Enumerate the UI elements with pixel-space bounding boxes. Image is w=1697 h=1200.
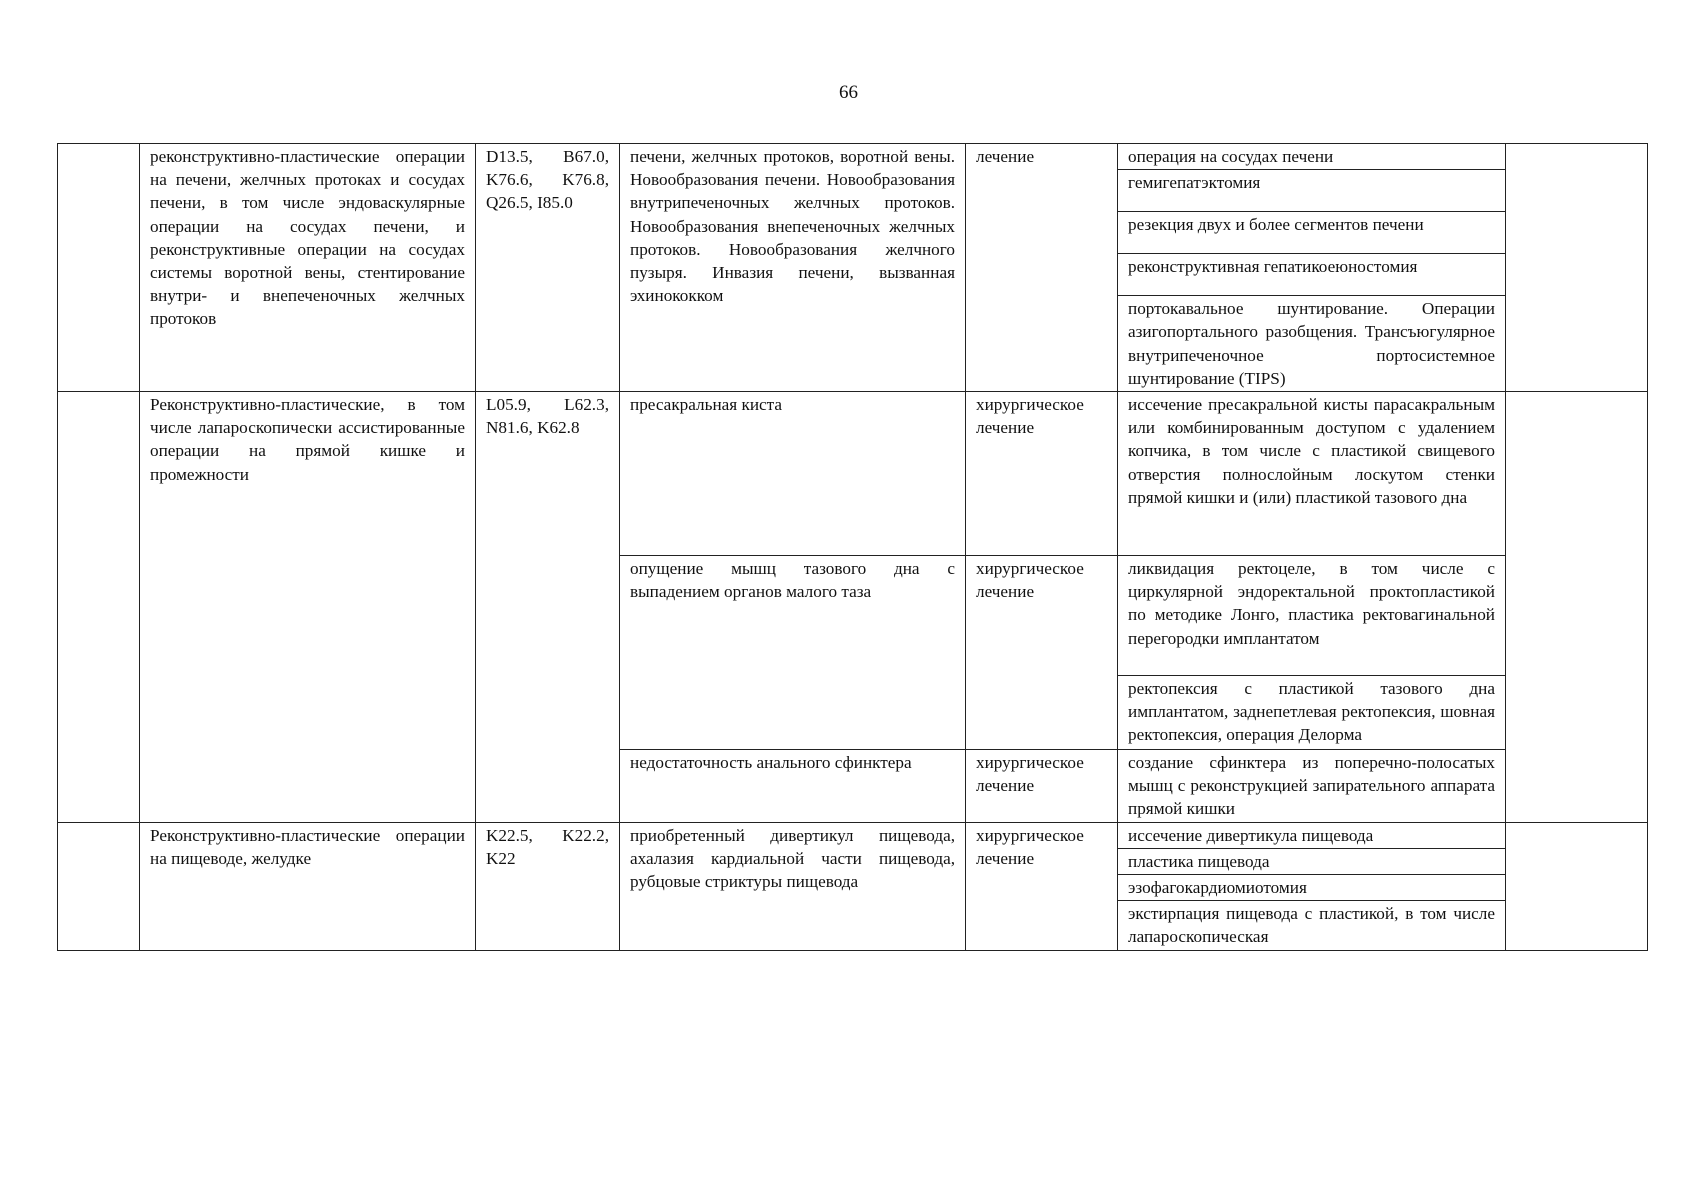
treatment-method-cell: портокавальное шунтирование. Операции азигопортального разобщения. Трансъюгулярное внутрипеченочное портосистемное шунтирование (TIPS) <box>1118 296 1506 392</box>
patient-model-cell: пресакральная киста <box>620 392 966 556</box>
patient-model-cell: приобретенный дивертикул пищевода, ахалазия кардиальной части пищевода, рубцовые стриктуры пищевода <box>620 822 966 950</box>
intervention-name-cell: Реконструктивно-пластические, в том числе лапароскопически ассистированные операции на прямой кишке и промежности <box>140 392 476 823</box>
treatment-type-cell: хирургическое лечение <box>966 822 1118 950</box>
intervention-name-cell: Реконструктивно-пластические операции на пищеводе, желудке <box>140 822 476 950</box>
treatment-method-cell: пластика пищевода <box>1118 848 1506 874</box>
intervention-name-cell: реконструктивно-пластические операции на печени, желчных протоках и сосудах печени, в том числе эндоваскулярные операции на сосудах печени, и реконструктивные операции на сосудах системы воротной вены, стентирование внутри- и внепеченочных желчных протоков <box>140 144 476 392</box>
row-number-cell <box>58 392 140 823</box>
cost-cell <box>1506 392 1648 823</box>
treatment-type-cell: хирургическое лечение <box>966 556 1118 750</box>
treatment-method-cell: реконструктивная гепатикоеюностомия <box>1118 254 1506 296</box>
treatment-method-cell: иссечение пресакральной кисты парасакральным или комбинированным доступом с удалением копчика, в том числе с пластикой свищевого отверстия полнослойным лоскутом стенки прямой кишки и (или) пластикой тазового дна <box>1118 392 1506 556</box>
treatment-type-cell: хирургическое лечение <box>966 392 1118 556</box>
row-number-cell <box>58 144 140 392</box>
cost-cell <box>1506 144 1648 392</box>
medical-care-table <box>57 143 1648 951</box>
patient-model-cell: опущение мышц тазового дна с выпадением органов малого таза <box>620 556 966 750</box>
treatment-method-cell: операция на сосудах печени <box>1118 144 1506 170</box>
row-number-cell <box>58 822 140 950</box>
treatment-type-cell: лечение <box>966 144 1118 392</box>
treatment-type-cell: хирургическое лечение <box>966 750 1118 823</box>
treatment-method-cell: иссечение дивертикула пищевода <box>1118 822 1506 848</box>
icd-codes-cell: D13.5, B67.0, K76.6, K76.8, Q26.5, I85.0 <box>476 144 620 392</box>
cost-cell <box>1506 822 1648 950</box>
page-number: 66 <box>839 82 858 103</box>
treatment-method-cell: ликвидация ректоцеле, в том числе с циркулярной эндоректальной проктопластикой по методике Лонго, пластика ректовагинальной перегородки имплантатом <box>1118 556 1506 676</box>
icd-codes-cell: K22.5, K22.2, K22 <box>476 822 620 950</box>
treatment-method-cell: эзофагокардиомиотомия <box>1118 875 1506 901</box>
treatment-method-cell: резекция двух и более сегментов печени <box>1118 212 1506 254</box>
icd-codes-cell: L05.9, L62.3, N81.6, K62.8 <box>476 392 620 823</box>
patient-model-cell: печени, желчных протоков, воротной вены. Новообразования печени. Новообразования внутрипеченочных желчных протоков. Новообразования внепеченочных желчных протоков. Новообразования желчного пузыря. Инвазия печени, вызванная эхинококком <box>620 144 966 392</box>
treatment-method-cell: ректопексия с пластикой тазового дна имплантатом, заднепетлевая ректопексия, шовная ректопексия, операция Делорма <box>1118 676 1506 750</box>
patient-model-cell: недостаточность анального сфинктера <box>620 750 966 823</box>
treatment-method-cell: экстирпация пищевода с пластикой, в том числе лапароскопическая <box>1118 901 1506 950</box>
treatment-method-cell: создание сфинктера из поперечно-полосатых мышц с реконструкцией запирательного аппарата прямой кишки <box>1118 750 1506 823</box>
treatment-method-cell: гемигепатэктомия <box>1118 170 1506 212</box>
